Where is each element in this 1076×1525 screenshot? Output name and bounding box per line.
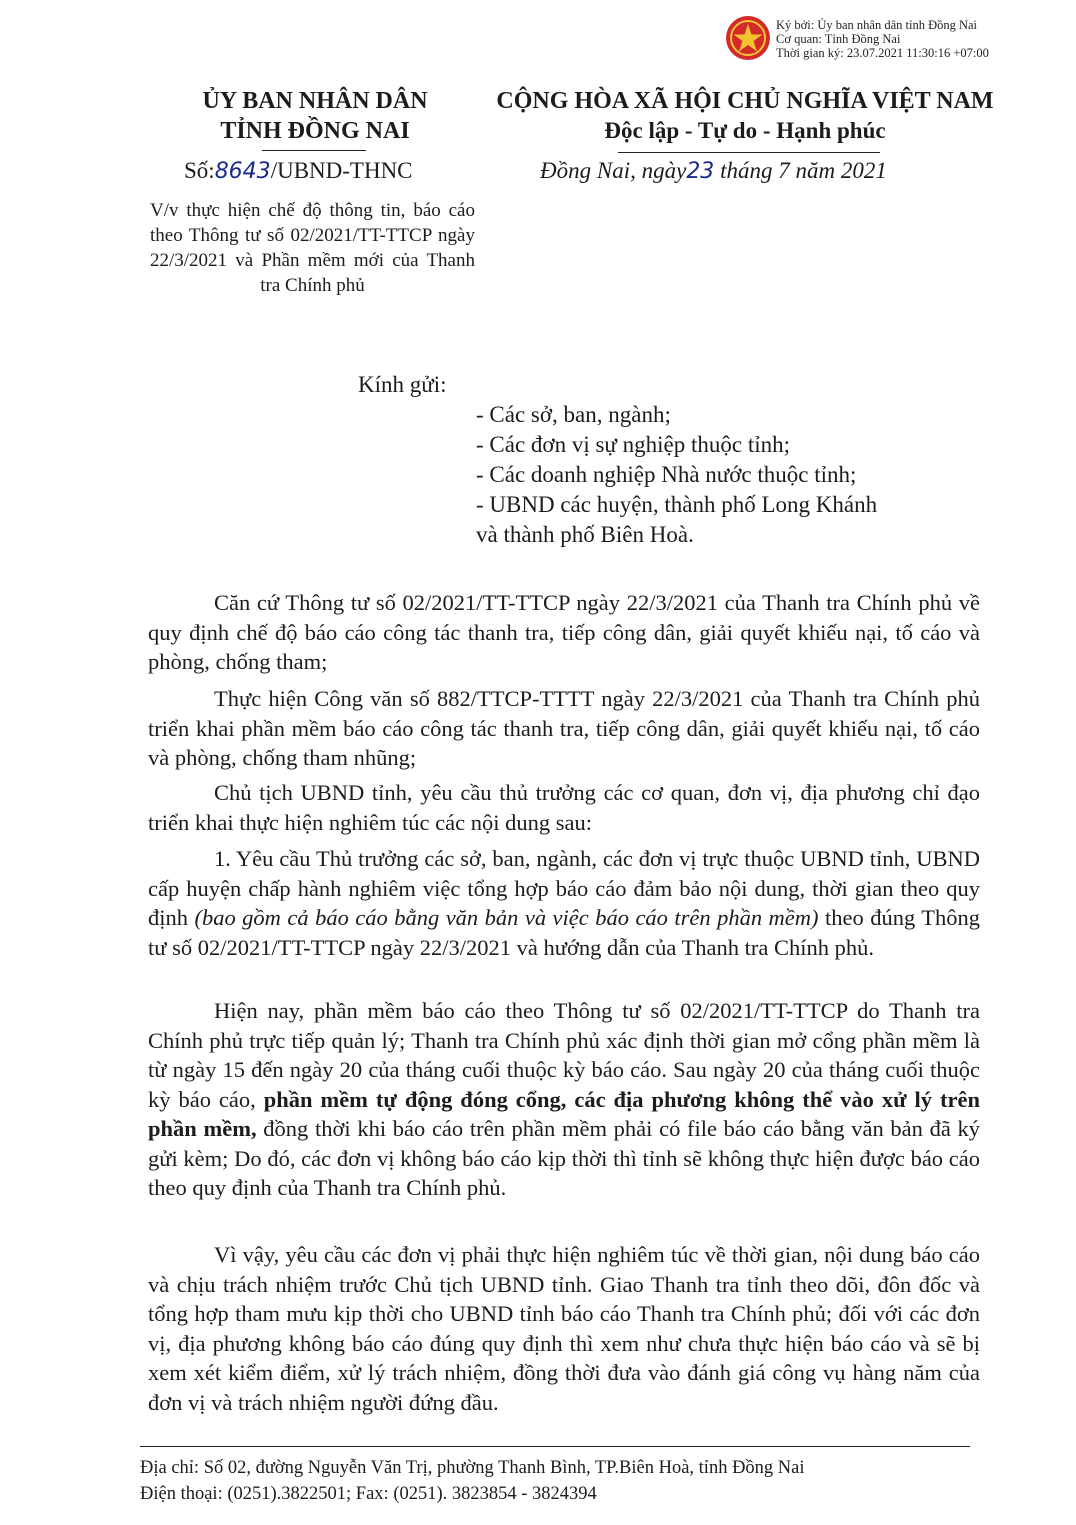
document-number-suffix: /UBND-THNC (270, 158, 413, 183)
signature-text (776, 18, 989, 60)
recipient-item: - UBND các huyện, thành phố Long Khánh (476, 492, 878, 517)
body-paragraph-3: Chủ tịch UBND tỉnh, yêu cầu thủ trưởng các cơ quan, đơn vị, địa phương chỉ đạo triển khai thực hiện nghiêm túc các nội dung sau: (148, 780, 980, 835)
motto-underline (618, 152, 880, 153)
paragraph-5-bold: phần mềm tự động đóng cổng, các địa phương không thể vào xử lý trên phần mềm, (148, 1086, 980, 1141)
paragraph-5-text-a: Hiện nay, phần mềm báo cáo theo Thông tư số 02/2021/TT-TTCP do Thanh tra Chính phủ trực tiếp quản lý; Thanh tra Chính phủ xác định thời gian mở cổng phần mềm là từ ngày 15 đến ngày 20 của tháng cuối thuộc kỳ báo cáo. Sau ngày 20 của tháng cuối thuộc kỳ báo cáo, (148, 998, 980, 1112)
place-date-suffix: tháng 7 năm 2021 (714, 158, 887, 183)
recipient-item: - Các doanh nghiệp Nhà nước thuộc tỉnh; (476, 462, 857, 487)
issuing-org-line1: ỦY BAN NHÂN DÂN (202, 88, 428, 114)
signature-time: Thời gian ký: 23.07.2021 11:30:16 +07:00 (776, 46, 989, 60)
national-title: CỘNG HÒA XÃ HỘI CHỦ NGHĨA VIỆT NAM (496, 88, 994, 114)
document-number-handwritten: 8643 (214, 159, 271, 184)
paragraph-4-text-a: 1. Yêu cầu Thủ trưởng các sở, ban, ngành, các đơn vị trực thuộc UBND tỉnh, UBND cấp huyện chấp hành nghiêm việc tổng hợp báo cáo đảm bảo nội dung, thời gian theo quy định (148, 846, 980, 930)
body-paragraph-2: Thực hiện Công văn số 882/TTCP-TTTT ngày 22/3/2021 của Thanh tra Chính phủ triển khai phần mềm báo cáo công tác thanh tra, tiếp công dân, giải quyết khiếu nại, tố cáo và phòng, chống tham nhũng; (148, 686, 980, 770)
signature-agency: Cơ quan: Tỉnh Đồng Nai (776, 32, 901, 46)
footer-divider (140, 1446, 970, 1447)
document-number-prefix: Số: (184, 158, 215, 183)
date-day-handwritten: 23 (686, 159, 715, 184)
body-paragraph-4 (148, 844, 980, 962)
recipient-item: và thành phố Biên Hoà. (476, 522, 694, 547)
body-paragraph-5 (148, 996, 980, 1203)
paragraph-4-italic: (bao gồm cả báo cáo bằng văn bản và việc báo cáo trên phần mềm) (194, 905, 819, 930)
recipient-item: - Các sở, ban, ngành; (476, 402, 671, 427)
paragraph-5-text-b: đồng thời khi báo cáo trên phần mềm phải có file báo cáo bằng văn bản đã ký gửi kèm; Do đó, các đơn vị không báo cáo kịp thời thì tỉnh sẽ không thực hiện được báo cáo theo quy định của Thanh tra Chính phủ. (148, 1116, 981, 1200)
document-number (184, 158, 413, 184)
org-underline (262, 150, 366, 151)
national-motto: Độc lập - Tự do - Hạnh phúc (604, 118, 886, 143)
body-paragraph-6: Vì vậy, yêu cầu các đơn vị phải thực hiện nghiêm túc về thời gian, nội dung báo cáo và chịu trách nhiệm trước Chủ tịch UBND tỉnh. Giao Thanh tra tỉnh theo dõi, đôn đốc và tổng hợp tham mưu kịp thời cho UBND tỉnh báo cáo Thanh tra Chính phủ; đối với các đơn vị, địa phương không báo cáo đúng quy định thì xem như chưa thực hiện báo cáo và sẽ bị xem xét kiểm điểm, xử lý trách nhiệm, đồng thời đưa vào đánh giá công vụ hàng năm của đơn vị và trách nhiệm người đứng đầu. (148, 1242, 980, 1415)
footer-address: Địa chỉ: Số 02, đường Nguyễn Văn Trị, phường Thanh Bình, TP.Biên Hoà, tỉnh Đồng Nai (140, 1458, 805, 1478)
paragraph-4-text-b: theo đúng Thông tư số 02/2021/TT-TTCP ngày 22/3/2021 và hướng dẫn của Thanh tra Chính phủ. (148, 905, 980, 960)
recipients-label: Kính gửi: (358, 372, 447, 397)
recipient-item: - Các đơn vị sự nghiệp thuộc tỉnh; (476, 432, 791, 457)
place-and-date (540, 158, 887, 184)
digital-signature-block (724, 12, 1064, 72)
body-paragraph-1: Căn cứ Thông tư số 02/2021/TT-TTCP ngày 22/3/2021 của Thanh tra Chính phủ về quy định chế độ báo cáo công tác thanh tra, tiếp công dân, giải quyết khiếu nại, tố cáo và phòng, chống tham; (148, 590, 980, 674)
place-date-prefix: Đồng Nai, ngày (540, 158, 687, 183)
footer-phone: Điện thoại: (0251).3822501; Fax: (0251). 3823854 - 3824394 (140, 1484, 597, 1504)
national-emblem-icon (724, 14, 772, 62)
document-subject: V/v thực hiện chế độ thông tin, báo cáo theo Thông tư số 02/2021/TT-TTCP ngày 22/3/2021 và Phần mềm mới của Thanh tra Chính phủ (150, 200, 475, 296)
signature-signer: Ký bởi: Ủy ban nhân dân tỉnh Đồng Nai (776, 18, 978, 32)
issuing-org-line2: TỈNH ĐỒNG NAI (220, 118, 410, 144)
